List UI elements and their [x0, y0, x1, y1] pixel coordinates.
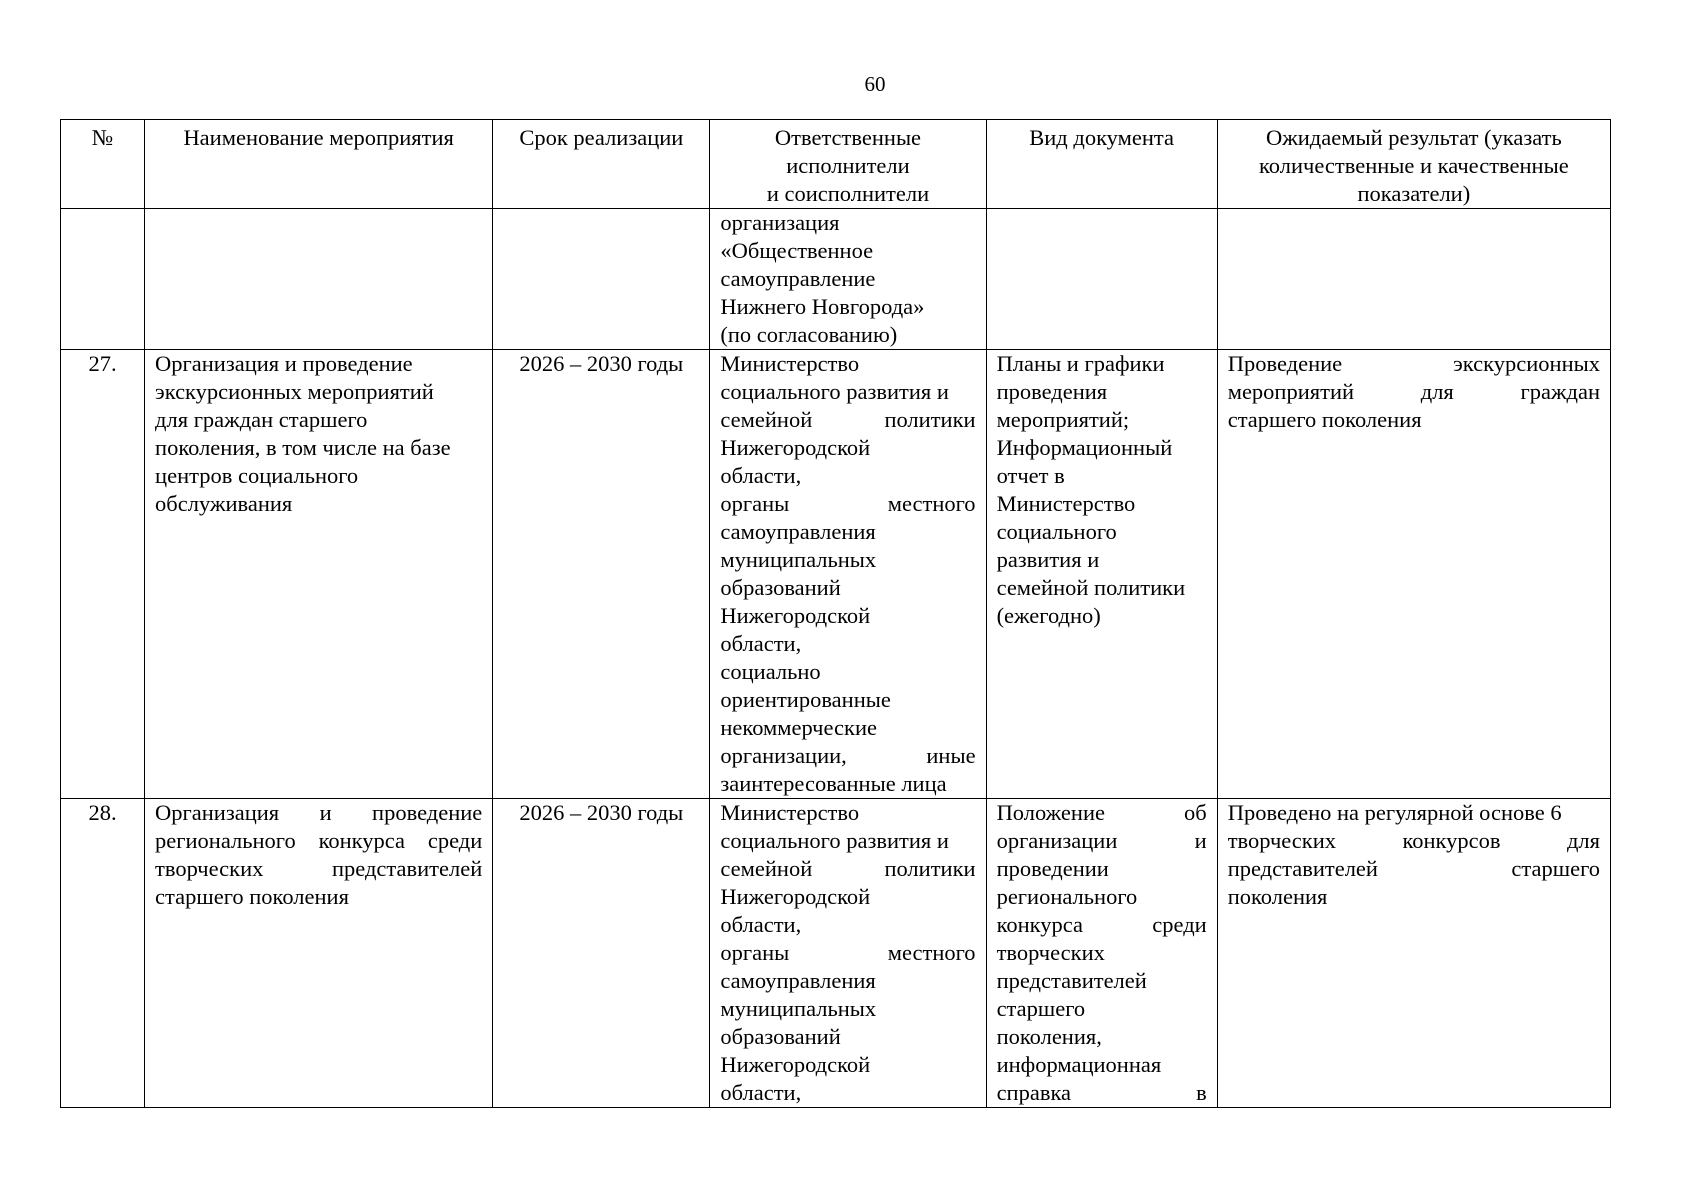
table-row-27 — [61, 350, 1611, 799]
header-result-line: показатели) — [1357, 181, 1471, 206]
header-number: № — [61, 120, 145, 209]
text-line: органы местного — [720, 491, 976, 516]
text-line: мероприятий для граждан — [1227, 379, 1600, 404]
text-line: творческих представителей — [155, 856, 483, 881]
text-line: социально — [720, 659, 821, 684]
text-line: Министерство — [720, 800, 860, 825]
text-line: экскурсионных мероприятий — [155, 379, 434, 404]
text-line: старшего поколения — [1227, 407, 1422, 432]
text-line: Нижегородской — [720, 1052, 871, 1077]
text-line: муниципальных — [720, 996, 877, 1021]
text-line: творческих конкурсов для — [1227, 828, 1600, 853]
cell-event-name — [145, 209, 493, 350]
text-line: (по согласованию) — [720, 322, 898, 347]
text-line: семейной политики — [720, 856, 976, 881]
text-line: организации, иные — [720, 743, 976, 768]
text-line: муниципальных — [720, 547, 877, 572]
cell-number: 27. — [61, 350, 145, 799]
text-line: проведения — [996, 379, 1108, 404]
cell-expected-result — [1217, 799, 1610, 1108]
text-line: конкурса среди — [996, 912, 1207, 937]
text-line: развития и — [996, 547, 1100, 572]
text-line: Организация и проведение — [155, 800, 483, 825]
cell-document-type — [986, 350, 1217, 799]
header-expected-result — [1217, 120, 1610, 209]
table-row-28 — [61, 799, 1611, 1108]
cell-document-type — [986, 799, 1217, 1108]
text-line: Нижегородской — [720, 603, 871, 628]
text-line: отчет в — [996, 463, 1065, 488]
text-line: семейной политики — [996, 575, 1186, 600]
header-responsible-line: Ответственные — [774, 125, 922, 150]
header-document-type: Вид документа — [986, 120, 1217, 209]
text-line: представителей — [996, 968, 1147, 993]
text-line: Планы и графики — [996, 351, 1165, 376]
text-line: представителей старшего — [1227, 856, 1600, 881]
cell-expected-result — [1217, 350, 1610, 799]
text-line: регионального — [996, 884, 1138, 909]
text-line: Информационный — [996, 435, 1173, 460]
header-responsible — [710, 120, 986, 209]
table-row-continuation — [61, 209, 1611, 350]
cell-number: 28. — [61, 799, 145, 1108]
text-line: поколения, в том числе на базе — [155, 435, 451, 460]
text-line: поколения, — [996, 1024, 1102, 1049]
cell-responsible — [710, 209, 986, 350]
header-result-line: Ожидаемый результат (указать — [1265, 125, 1562, 150]
text-line: старшего поколения — [155, 884, 349, 909]
header-result-line: количественные и качественные — [1259, 153, 1569, 178]
text-line: информационная — [996, 1052, 1162, 1077]
text-line: Нижнего Новгорода» — [720, 294, 925, 319]
header-responsible-line: и соисполнители — [766, 181, 930, 206]
text-line: области, — [720, 912, 802, 937]
text-line: справка в — [996, 1080, 1207, 1105]
text-line: проведении — [996, 856, 1109, 881]
text-line: Министерство — [720, 351, 860, 376]
cell-responsible — [710, 350, 986, 799]
text-line: социального развития и — [720, 828, 949, 853]
text-line: области, — [720, 631, 802, 656]
text-line: семейной политики — [720, 407, 976, 432]
text-line: самоуправление — [720, 266, 876, 291]
cell-term — [493, 209, 710, 350]
text-line: Положение об — [996, 800, 1207, 825]
text-line: организация — [720, 210, 840, 235]
text-line: социального — [996, 519, 1117, 544]
text-line: Проведено на регулярной основе 6 — [1227, 800, 1562, 825]
table-header-row — [61, 120, 1611, 209]
text-line: организации и — [996, 828, 1207, 853]
events-table — [60, 119, 1611, 1108]
header-event-name: Наименование мероприятия — [145, 120, 493, 209]
text-line: социального развития и — [720, 379, 949, 404]
text-line: образований — [720, 575, 841, 600]
header-term: Срок реализации — [493, 120, 710, 209]
cell-number — [61, 209, 145, 350]
text-line: центров социального — [155, 463, 359, 488]
text-line: мероприятий; — [996, 407, 1130, 432]
text-line: «Общественное — [720, 238, 874, 263]
page-number: 60 — [864, 72, 886, 96]
text-line: образований — [720, 1024, 841, 1049]
text-line: (ежегодно) — [996, 603, 1101, 628]
text-line: обслуживания — [155, 491, 293, 516]
text-line: для граждан старшего — [155, 407, 368, 432]
text-line: Нижегородской — [720, 435, 871, 460]
text-line: творческих — [996, 940, 1105, 965]
cell-term: 2026 – 2030 годы — [493, 799, 710, 1108]
cell-document-type — [986, 209, 1217, 350]
text-line: органы местного — [720, 940, 976, 965]
text-line: Министерство — [996, 491, 1136, 516]
cell-event-name — [145, 799, 493, 1108]
text-line: самоуправления — [720, 519, 876, 544]
text-line: некоммерческие — [720, 715, 877, 740]
text-line: поколения — [1227, 884, 1328, 909]
text-line: Нижегородской — [720, 884, 871, 909]
text-line: области, — [720, 1080, 802, 1105]
cell-expected-result — [1217, 209, 1610, 350]
text-line: заинтересованные лица — [720, 771, 947, 796]
text-line: регионального конкурса среди — [155, 828, 483, 853]
cell-term: 2026 – 2030 годы — [493, 350, 710, 799]
text-line: области, — [720, 463, 802, 488]
cell-responsible — [710, 799, 986, 1108]
cell-event-name — [145, 350, 493, 799]
text-line: Организация и проведение — [155, 351, 413, 376]
text-line: ориентированные — [720, 687, 891, 712]
text-line: Проведение экскурсионных — [1227, 351, 1600, 376]
text-line: самоуправления — [720, 968, 876, 993]
header-responsible-line: исполнители — [786, 153, 910, 178]
text-line: старшего — [996, 996, 1086, 1021]
